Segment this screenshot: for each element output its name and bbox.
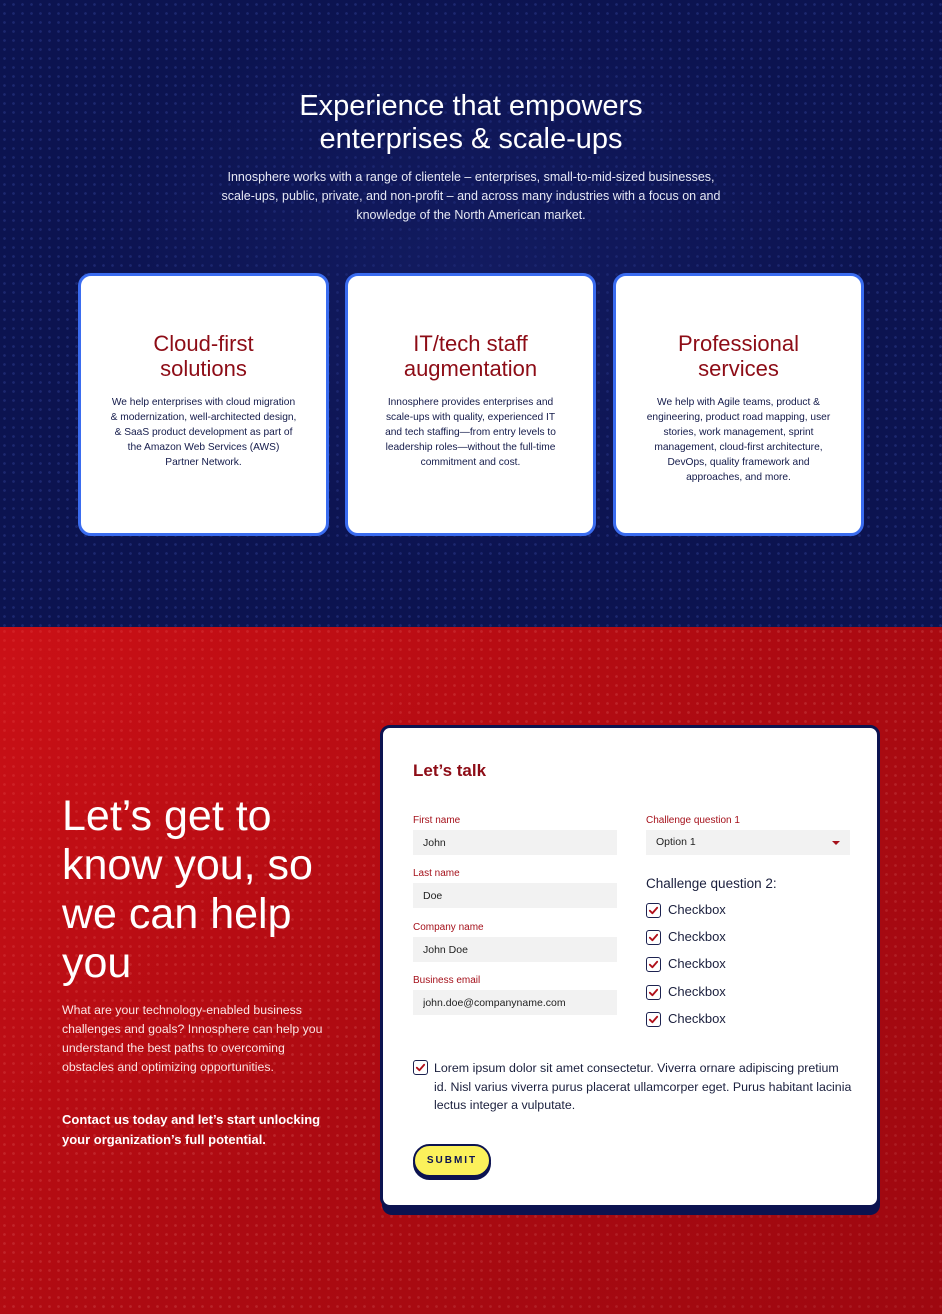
challenge-q2-option[interactable] (646, 984, 726, 1000)
checkmark-icon (415, 1062, 426, 1073)
challenge-q2-option[interactable] (646, 956, 726, 972)
checkmark-icon (648, 987, 659, 998)
first-name-field[interactable] (413, 830, 617, 855)
terms-consent[interactable] (413, 1059, 853, 1115)
first-name-label: First name (413, 815, 461, 826)
last-name-label: Last name (413, 868, 460, 879)
terms-checkbox[interactable] (413, 1060, 428, 1075)
checkbox-label: Checkbox (668, 929, 726, 944)
checkbox[interactable] (646, 1012, 661, 1027)
checkbox-label: Checkbox (668, 1011, 726, 1026)
terms-label: Lorem ipsum dolor sit amet consectetur. Viverra ornare adipiscing pretium id. Nisl varius viverra purus placerat ullamcorper eget. Purus habitant lacinia lectus integer a vulputate. (434, 1061, 852, 1113)
contact-section (0, 627, 942, 1314)
checkbox[interactable] (646, 930, 661, 945)
contact-form (380, 725, 880, 1208)
challenge-q1-label: Challenge question 1 (646, 815, 740, 826)
caret-down-icon (832, 841, 840, 845)
challenge-q1-select[interactable] (646, 830, 850, 855)
checkmark-icon (648, 932, 659, 943)
service-card-professional-services (613, 273, 864, 536)
challenge-q2-option[interactable] (646, 1011, 726, 1027)
card-description: We help enterprises with cloud migration & modernization, well-architected design, & SaaS product development as part of the Amazon Web Services (AWS) Partner Network. (110, 397, 297, 468)
business-email-label: Business email (413, 975, 481, 986)
card-description: Innosphere provides enterprises and scale-ups with quality, experienced IT and tech staffing—from entry levels to leadership roles—without the full-time commitment and cost. (385, 397, 556, 468)
checkmark-icon (648, 959, 659, 970)
checkbox[interactable] (646, 985, 661, 1000)
experience-title: Experience that empowers enterprises & scale-ups (299, 90, 643, 155)
checkmark-icon (648, 1014, 659, 1025)
checkbox-label: Checkbox (668, 956, 726, 971)
checkbox[interactable] (646, 957, 661, 972)
service-card-cloud-first (78, 273, 329, 536)
experience-intro: Innosphere works with a range of clientele – enterprises, small-to-mid-sized businesses, scale-ups, public, private, and non-profit – and across many industries with a focus on and knowledge of the North American market. (221, 170, 721, 222)
challenge-q2-option[interactable] (646, 929, 726, 945)
experience-section (0, 0, 942, 627)
challenge-q1-selected-value: Option 1 (656, 836, 696, 848)
card-title: Professional services (677, 331, 800, 381)
contact-heading: Let’s get to know you, so we can help you (62, 792, 313, 987)
form-title: Let’s talk (413, 761, 487, 780)
company-name-label: Company name (413, 922, 484, 933)
contact-cta: Contact us today and let’s start unlocking your organization’s full potential. (62, 1112, 321, 1147)
submit-button[interactable]: SUBMIT (413, 1144, 491, 1177)
last-name-field[interactable] (413, 883, 617, 908)
checkbox-label: Checkbox (668, 902, 726, 917)
card-title: Cloud-first solutions (153, 331, 254, 381)
card-title: IT/tech staff augmentation (403, 331, 538, 381)
checkmark-icon (648, 905, 659, 916)
service-card-staff-augmentation (345, 273, 596, 536)
business-email-field[interactable] (413, 990, 617, 1015)
challenge-q2-label: Challenge question 2: (646, 876, 777, 891)
checkbox-label: Checkbox (668, 984, 726, 999)
card-description: We help with Agile teams, product & engineering, product road mapping, user stories, work management, sprint management, cloud-first architecture, DevOps, quality framework and approaches, and more. (646, 397, 831, 483)
contact-body: What are your technology-enabled business challenges and goals? Innosphere can help you understand the best paths to overcoming obstacles and optimizing opportunities. (62, 1003, 323, 1074)
challenge-q2-option[interactable] (646, 902, 726, 918)
checkbox[interactable] (646, 903, 661, 918)
company-name-field[interactable] (413, 937, 617, 962)
